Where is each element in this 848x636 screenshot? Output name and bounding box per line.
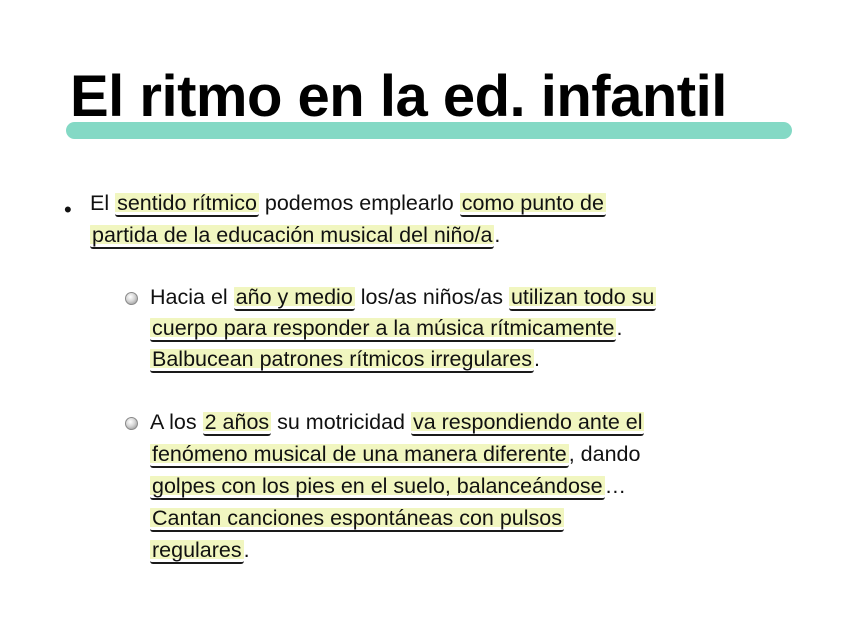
text: , dando — [568, 442, 641, 466]
sub-bullet-icon — [125, 292, 138, 305]
text: . — [616, 316, 623, 340]
text: El — [90, 191, 116, 215]
bullet-main-line-1 — [90, 189, 606, 217]
highlighted-text: Balbucean patrones rítmicos irregulares — [152, 347, 533, 371]
bullet-dot: • — [64, 197, 72, 222]
sub1-line-1 — [150, 283, 656, 311]
highlighted-text: sentido rítmico — [117, 191, 257, 215]
text: . — [243, 538, 250, 562]
sub2-line-2 — [150, 440, 640, 468]
page-title: El ritmo en la ed. infantil — [70, 64, 727, 129]
bullet-main-line-2 — [90, 221, 500, 249]
highlighted-text: regulares — [152, 538, 242, 562]
sub-bullet-icon — [125, 417, 138, 430]
text: podemos emplearlo — [258, 191, 460, 215]
sub2-line-4 — [150, 504, 564, 532]
text: su motricidad — [271, 410, 411, 434]
highlighted-text: 2 años — [204, 410, 270, 434]
text: . — [534, 347, 541, 371]
highlighted-text: cuerpo para responder a la música rítmicamente — [152, 316, 615, 340]
text: … — [604, 474, 627, 498]
highlighted-text: como punto de — [461, 191, 604, 215]
sub2-line-1 — [150, 408, 644, 436]
sub2-line-3 — [150, 472, 626, 500]
sub1-line-2 — [150, 314, 622, 342]
sub1-line-3 — [150, 345, 540, 373]
highlighted-text: va respondiendo ante el — [412, 410, 643, 434]
text: Hacia el — [150, 285, 234, 309]
text: los/as niños/as — [354, 285, 509, 309]
highlighted-text: fenómeno musical de una manera diferente — [152, 442, 567, 466]
highlighted-text: Cantan canciones espontáneas con pulsos — [152, 506, 562, 530]
sub2-line-5 — [150, 536, 250, 564]
highlighted-text: partida de la educación musical del niño/a — [92, 223, 493, 247]
highlighted-text: golpes con los pies en el suelo, balanceándose — [152, 474, 603, 498]
text: A los — [150, 410, 203, 434]
highlighted-text: año y medio — [235, 285, 353, 309]
title-block — [64, 62, 792, 142]
text: . — [494, 223, 501, 247]
highlighted-text: utilizan todo su — [510, 285, 655, 309]
